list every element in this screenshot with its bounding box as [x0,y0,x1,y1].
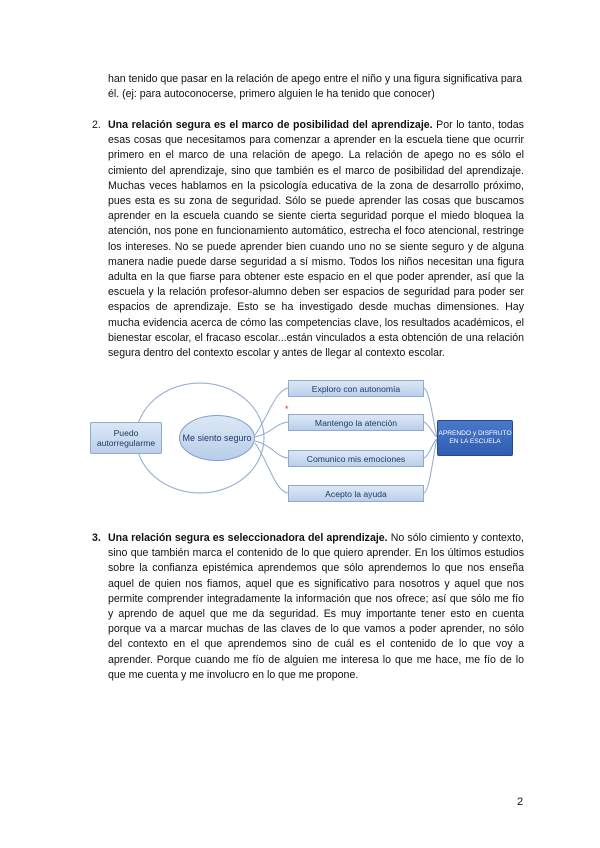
item-2-body: Por lo tanto, todas esas cosas que necesitamos para comenzar a aprender en la escuela tiene que ocurrir primero en el marco de una relación de apego. La relación de apego no es sólo el cimiento del aprendizaje, sino que también es el marco de posibilidad del aprendizaje. Muchas veces hablamos en la psicología educativa de la zona de desarrollo próximo, pues esta es su zona de seguridad. Sólo se puede aprender las cosas que buscamos aprender en la escuela cuando se siente cierta seguridad porque el miedo bloquea la atención, nos pone en funcionamiento automático, estrecha el foco atencional, restringe los intereses. No se puede aprender bien cuando uno no se siente seguro y de alguna manera nadie puede darse seguridad a sí mismo. Todos los niños necesitan una figura adulta en la que fiarse para obtener este espacio en el que poder aprender, así que la escuela y la relación profesor-alumno deben ser espacios de seguridad para poder ser espacios de aprendizaje. Esto se ha investigado desde muchas dimensiones. Hay mucha evidencia acerca de cómo las competencias clave, los resultados académicos, el bienestar escolar, el fracaso escolar...están vinculados a esta obtención de una relación segura dentro del contexto escolar y antes de llegar al contexto escolar. [108,119,524,360]
item-3-title: Una relación segura es seleccionadora del aprendizaje. [108,532,388,544]
attachment-diagram [90,373,522,513]
list-number-3: 3. [92,532,101,544]
page-number: 2 [517,796,524,808]
connector-8 [424,439,437,493]
item-2-title: Una relación segura es el marco de posibilidad del aprendizaje. [108,119,433,131]
item-attention-box: Mantengo la atención [288,414,424,431]
connector-2 [255,422,288,437]
red-asterisk: * [285,404,289,414]
self-regulate-box: Puedo autorregularme [90,422,162,454]
feel-safe-ellipse: Me siento seguro [179,415,255,461]
paragraph-item-3 [108,531,524,683]
connector-4 [255,443,288,493]
connector-1 [255,388,288,435]
item-3-body: No sólo cimiento y contexto, sino que también marca el contenido de lo que quiero aprender. En los últimos estudios sobre la confianza epistémica aprendemos que sólo aprendemos lo que nos enseña aquel de quien nos fiamos, aquel que es significativo para nosotros y aquel que nos permite comprender integradamente la información que nos ofrece; así que sólo me fío y aprendo de aquel que me da seguridad. Es muy importante tener esto en cuenta porque va a marcar muchas de las claves de lo que vamos a poder aprender, no sólo del contexto en el que aprendemos sino de cuál es el contenido de lo que voy a aprender. Porque cuando me fío de alguien me interesa lo que me hace, me fío de lo que me cuenta y me involucro en lo que me propone. [108,532,524,681]
connector-3 [255,441,288,458]
paragraph-item-2 [108,118,524,361]
list-number-2: 2. [92,119,101,131]
item-explore-box: Exploro con autonomía [288,380,424,397]
learn-enjoy-box: APRENDO y DISFRUTO EN LA ESCUELA [437,420,513,456]
intro-paragraph: han tenido que pasar en la relación de apego entre el niño y una figura significativa para él. (ej: para autoconocerse, primero alguien le ha tenido que conocer) [108,73,523,101]
item-help-box: Acepto la ayuda [288,485,424,502]
item-emotions-box: Comunico mis emociones [288,450,424,467]
